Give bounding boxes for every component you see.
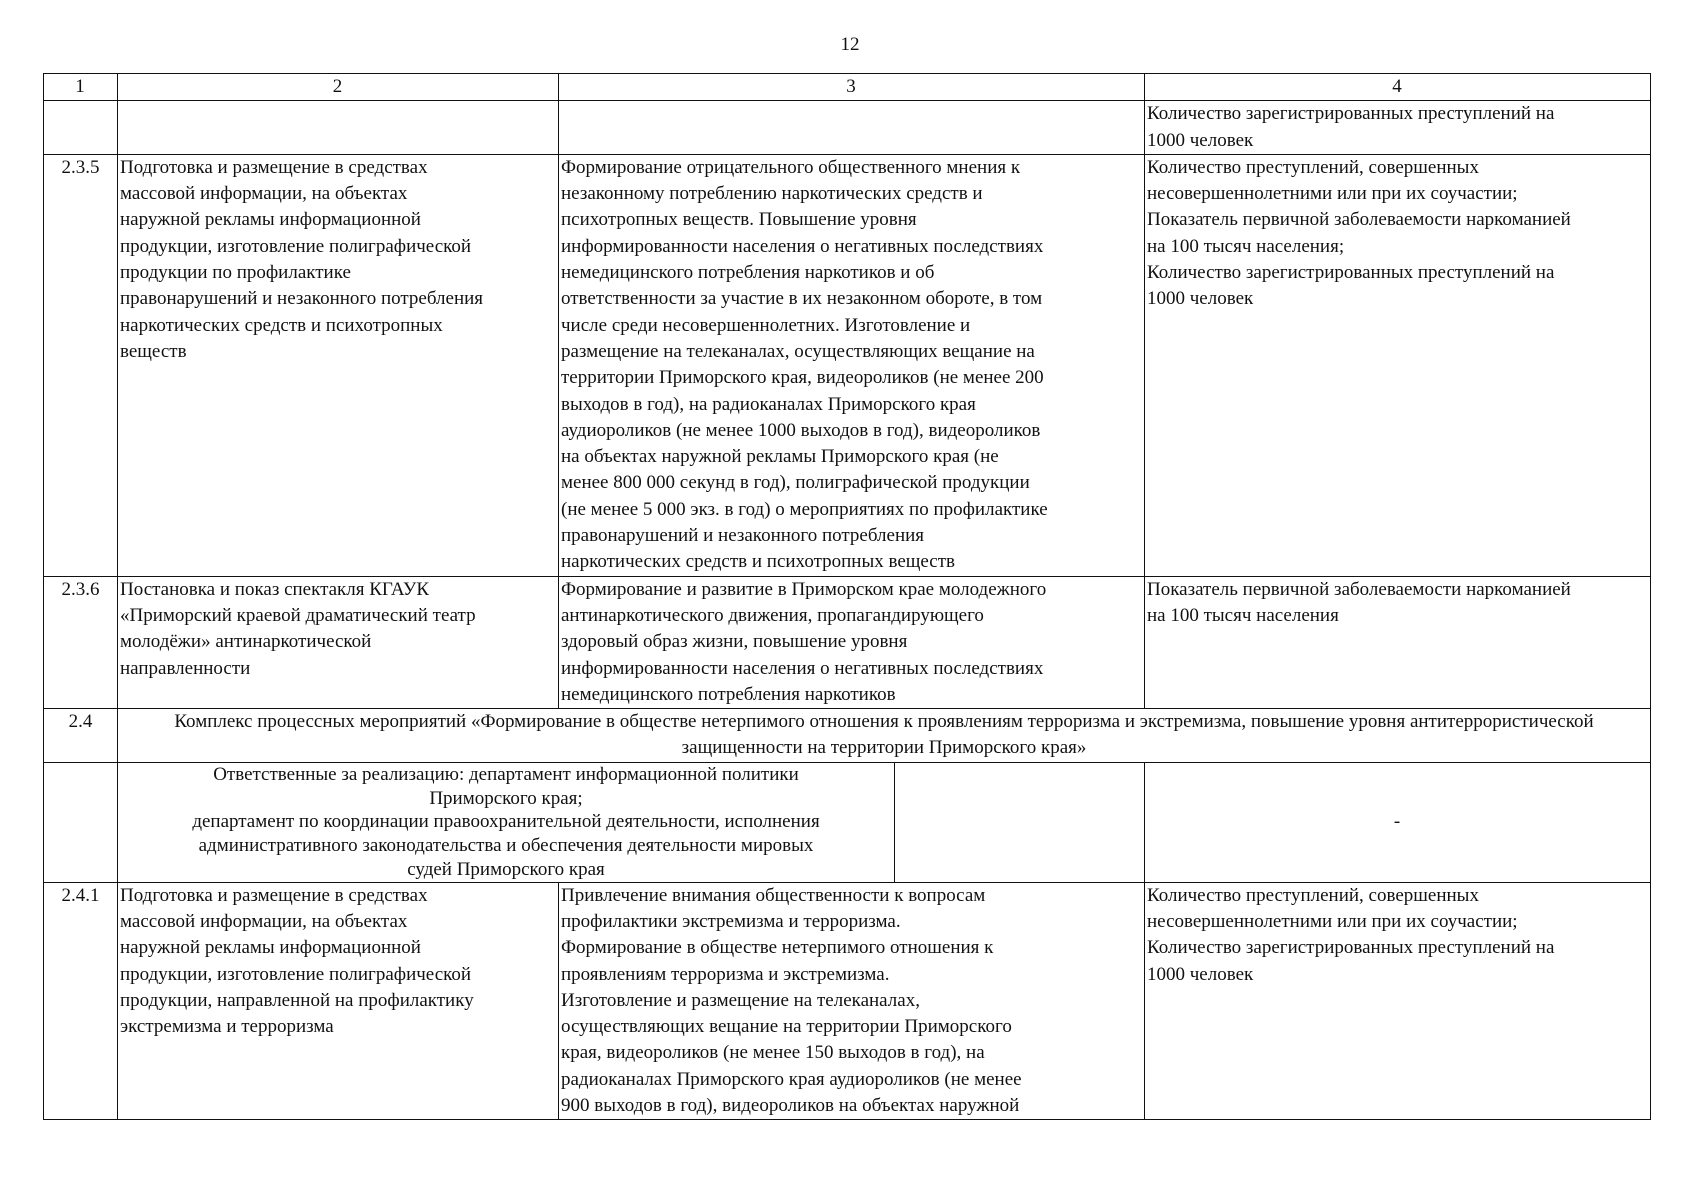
row-number-cell: [44, 101, 118, 155]
table-row: [44, 154, 1651, 576]
section-title: Комплекс процессных мероприятий «Формирование в обществе нетерпимого отношения к проявлениям терроризма и экстремизма, повышение уровня антитеррористической защищенности на территории Приморского края»: [118, 709, 1651, 763]
header-col-4: 4: [1145, 74, 1651, 101]
header-col-2: 2: [118, 74, 559, 101]
table-row: [44, 882, 1651, 1120]
responsible-cell: [118, 762, 1145, 882]
result-cell: Формирование отрицательного общественного мнения к незаконному потреблению наркотических средств и психотропных веществ. Повышение уровня информированности населения о негативных последствиях немедицинского потребления наркотиков и об ответственности за участие в их незаконном обороте, в том числе среди несовершеннолетних. Изготовление и размещение на телеканалах, осуществляющих вещание на территории Приморского края, видеороликов (не менее 200 выходов в год), на радиоканалах Приморского края аудиороликов (не менее 1000 выходов в год), видеороликов на объектах наружной рекламы Приморского края (не менее 800 000 секунд в год), полиграфической продукции (не менее 5 000 экз. в год) о мероприятиях по профилактике правонарушений и незаконного потребления наркотических средств и психотропных веществ: [559, 154, 1145, 576]
table-header-row: [44, 74, 1651, 101]
indicator-cell: Показатель первичной заболеваемости наркоманией на 100 тысяч населения: [1145, 576, 1651, 708]
table-row: [44, 576, 1651, 708]
measure-cell: Подготовка и размещение в средствах массовой информации, на объектах наружной рекламы информационной продукции, изготовление полиграфической продукции по профилактике правонарушений и незаконного потребления наркотических средств и психотропных веществ: [118, 154, 559, 576]
responsible-spacer: [895, 763, 1144, 882]
row-number: 2.4.1: [44, 882, 118, 1120]
measure-cell: [118, 101, 559, 155]
responsible-dash: -: [1145, 762, 1651, 882]
header-col-1: 1: [44, 74, 118, 101]
row-number-cell: [44, 762, 118, 882]
indicator-cell: Количество зарегистрированных преступлений на 1000 человек: [1145, 101, 1651, 155]
result-cell: Привлечение внимания общественности к вопросам профилактики экстремизма и терроризма. Формирование в обществе нетерпимого отношения к проявлениям терроризма и экстремизма. Изготовление и размещение на телеканалах, осуществляющих вещание на территории Приморского края, видеороликов (не менее 150 выходов в год), на радиоканалах Приморского края аудиороликов (не менее 900 выходов в год), видеороликов на объектах наружной: [559, 882, 1145, 1120]
result-cell: [559, 101, 1145, 155]
row-number: 2.3.6: [44, 576, 118, 708]
table-row: [44, 101, 1651, 155]
indicator-cell: Количество преступлений, совершенных несовершеннолетними или при их соучастии; Количество зарегистрированных преступлений на 1000 человек: [1145, 882, 1651, 1120]
page-number: 12: [840, 34, 860, 55]
responsible-row: [44, 762, 1651, 882]
measures-table: [43, 73, 1651, 1120]
measure-cell: Постановка и показ спектакля КГАУК «Приморский краевой драматический театр молодёжи» антинаркотической направленности: [118, 576, 559, 708]
section-row: [44, 709, 1651, 763]
result-cell: Формирование и развитие в Приморском крае молодежного антинаркотического движения, пропагандирующего здоровый образ жизни, повышение уровня информированности населения о негативных последствиях немедицинского потребления наркотиков: [559, 576, 1145, 708]
measure-cell: Подготовка и размещение в средствах массовой информации, на объектах наружной рекламы информационной продукции, изготовление полиграфической продукции, направленной на профилактику экстремизма и терроризма: [118, 882, 559, 1120]
row-number: 2.4: [44, 709, 118, 763]
indicator-cell: Количество преступлений, совершенных несовершеннолетними или при их соучастии; Показатель первичной заболеваемости наркоманией на 100 тысяч населения; Количество зарегистрированных преступлений на 1000 человек: [1145, 154, 1651, 576]
responsible-text: Ответственные за реализацию: департамент информационной политики Приморского края; департамент по координации правоохранительной деятельности, исполнения административного законодательства и обеспечения деятельности мировых судей Приморского края: [118, 763, 895, 882]
row-number: 2.3.5: [44, 154, 118, 576]
header-col-3: 3: [559, 74, 1145, 101]
